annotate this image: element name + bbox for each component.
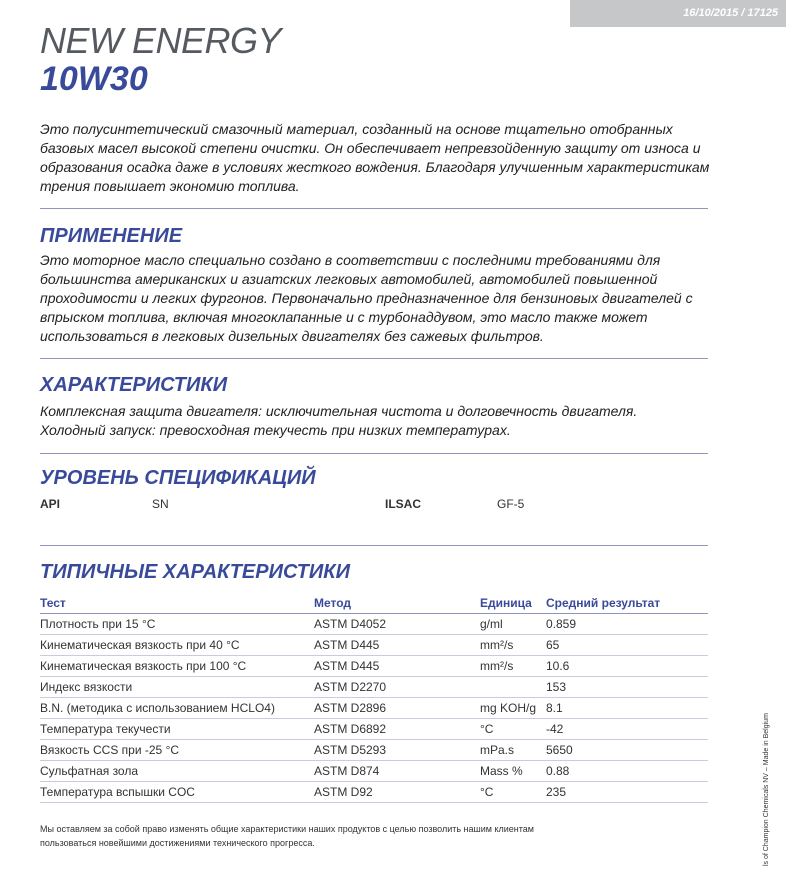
- cell-unit: mg KOH/g: [480, 698, 546, 719]
- cell-method: ASTM D6892: [314, 719, 480, 740]
- column-header-test: Тест: [40, 593, 314, 614]
- cell-test: Температура вспышки COC: [40, 782, 314, 803]
- cell-test: Плотность при 15 °C: [40, 614, 314, 635]
- cell-result: -42: [546, 719, 708, 740]
- cell-test: Кинематическая вязкость при 100 °C: [40, 656, 314, 677]
- cell-test: B.N. (методика с использованием HCLO4): [40, 698, 314, 719]
- features-line-2: Холодный запуск: превосходная текучесть при низких температурах.: [40, 422, 511, 438]
- divider: [40, 208, 708, 209]
- intro-text: Это полусинтетический смазочный материал, созданный на основе тщательно отобранных базовых масел высокой степени очистки. Он обеспечивает непревзойденную защиту от износа и образования осадка даже в условиях жесткого вождения. Благодаря улучшенным характеристикам трения повышает экономию топлива.: [40, 121, 710, 194]
- features-line-1: Комплексная защита двигателя: исключительная чистота и долговечность двигателя.: [40, 403, 638, 419]
- cell-unit: Mass %: [480, 761, 546, 782]
- cell-result: 235: [546, 782, 708, 803]
- table-header-row: [40, 593, 708, 614]
- cell-method: ASTM D4052: [314, 614, 480, 635]
- table-row: [40, 740, 708, 761]
- cell-test: Кинематическая вязкость при 40 °C: [40, 635, 314, 656]
- spec-ilsac-label: ILSAC: [385, 497, 421, 511]
- cell-result: 0.88: [546, 761, 708, 782]
- cell-result: 153: [546, 677, 708, 698]
- date-code: 16/10/2015 / 17125: [683, 7, 778, 19]
- column-header-result: Средний результат: [546, 593, 708, 614]
- product-grade: 10W30: [40, 60, 148, 98]
- footer-line-1: Мы оставляем за собой право изменять общие характеристики наших продуктов с целью позволить нашим клиентам: [40, 824, 534, 834]
- cell-result: 10.6: [546, 656, 708, 677]
- side-note: ls of Champion Chemicals NV – Made in Belgium: [763, 713, 770, 866]
- table-row: [40, 719, 708, 740]
- typical-heading: ТИПИЧНЫЕ ХАРАКТЕРИСТИКИ: [40, 561, 350, 583]
- cell-unit: mm²/s: [480, 656, 546, 677]
- table-row: [40, 656, 708, 677]
- table-row: [40, 761, 708, 782]
- cell-unit: [480, 677, 546, 698]
- properties-table: [40, 593, 708, 803]
- cell-unit: °C: [480, 782, 546, 803]
- cell-unit: mPa.s: [480, 740, 546, 761]
- cell-result: 65: [546, 635, 708, 656]
- date-bar: [570, 0, 786, 27]
- footer-disclaimer: [40, 822, 720, 850]
- cell-test: Индекс вязкости: [40, 677, 314, 698]
- footer-line-2: пользоваться новейшими достижениями технического прогресса.: [40, 838, 315, 848]
- cell-method: ASTM D445: [314, 656, 480, 677]
- cell-unit: mm²/s: [480, 635, 546, 656]
- column-header-method: Метод: [314, 593, 480, 614]
- cell-result: 8.1: [546, 698, 708, 719]
- table-row: [40, 635, 708, 656]
- cell-unit: g/ml: [480, 614, 546, 635]
- divider: [40, 453, 708, 454]
- cell-result: 5650: [546, 740, 708, 761]
- table-row: [40, 677, 708, 698]
- divider: [40, 358, 708, 359]
- table-row: [40, 614, 708, 635]
- product-name: NEW ENERGY: [40, 20, 282, 61]
- cell-test: Температура текучести: [40, 719, 314, 740]
- cell-unit: °C: [480, 719, 546, 740]
- column-header-unit: Единица: [480, 593, 546, 614]
- divider: [40, 545, 708, 546]
- cell-method: ASTM D445: [314, 635, 480, 656]
- application-heading: ПРИМЕНЕНИЕ: [40, 225, 183, 247]
- cell-method: ASTM D5293: [314, 740, 480, 761]
- cell-test: Сульфатная зола: [40, 761, 314, 782]
- cell-method: ASTM D2270: [314, 677, 480, 698]
- spec-heading: УРОВЕНЬ СПЕЦИФИКАЦИЙ: [40, 467, 316, 489]
- cell-result: 0.859: [546, 614, 708, 635]
- cell-method: ASTM D92: [314, 782, 480, 803]
- cell-method: ASTM D2896: [314, 698, 480, 719]
- spec-ilsac-value: GF-5: [497, 497, 525, 511]
- features-heading: ХАРАКТЕРИСТИКИ: [40, 374, 228, 396]
- table-row: [40, 782, 708, 803]
- table-row: [40, 698, 708, 719]
- application-text: Это моторное масло специально создано в соответствии с последними требованиями для большинства американских и азиатских легковых автомобилей, автомобилей повышенной проходимости и легких фургонов. Первоначально предназначенное для бензиновых двигателей с впрыском топлива, включая многоклапанные и с турбонаддувом, это масло также может использоваться в легковых дизельных двигателях без сажевых фильтров.: [40, 252, 693, 344]
- spec-api-value: SN: [152, 497, 169, 511]
- cell-test: Вязкость CCS при -25 °C: [40, 740, 314, 761]
- cell-method: ASTM D874: [314, 761, 480, 782]
- spec-api-label: API: [40, 497, 61, 511]
